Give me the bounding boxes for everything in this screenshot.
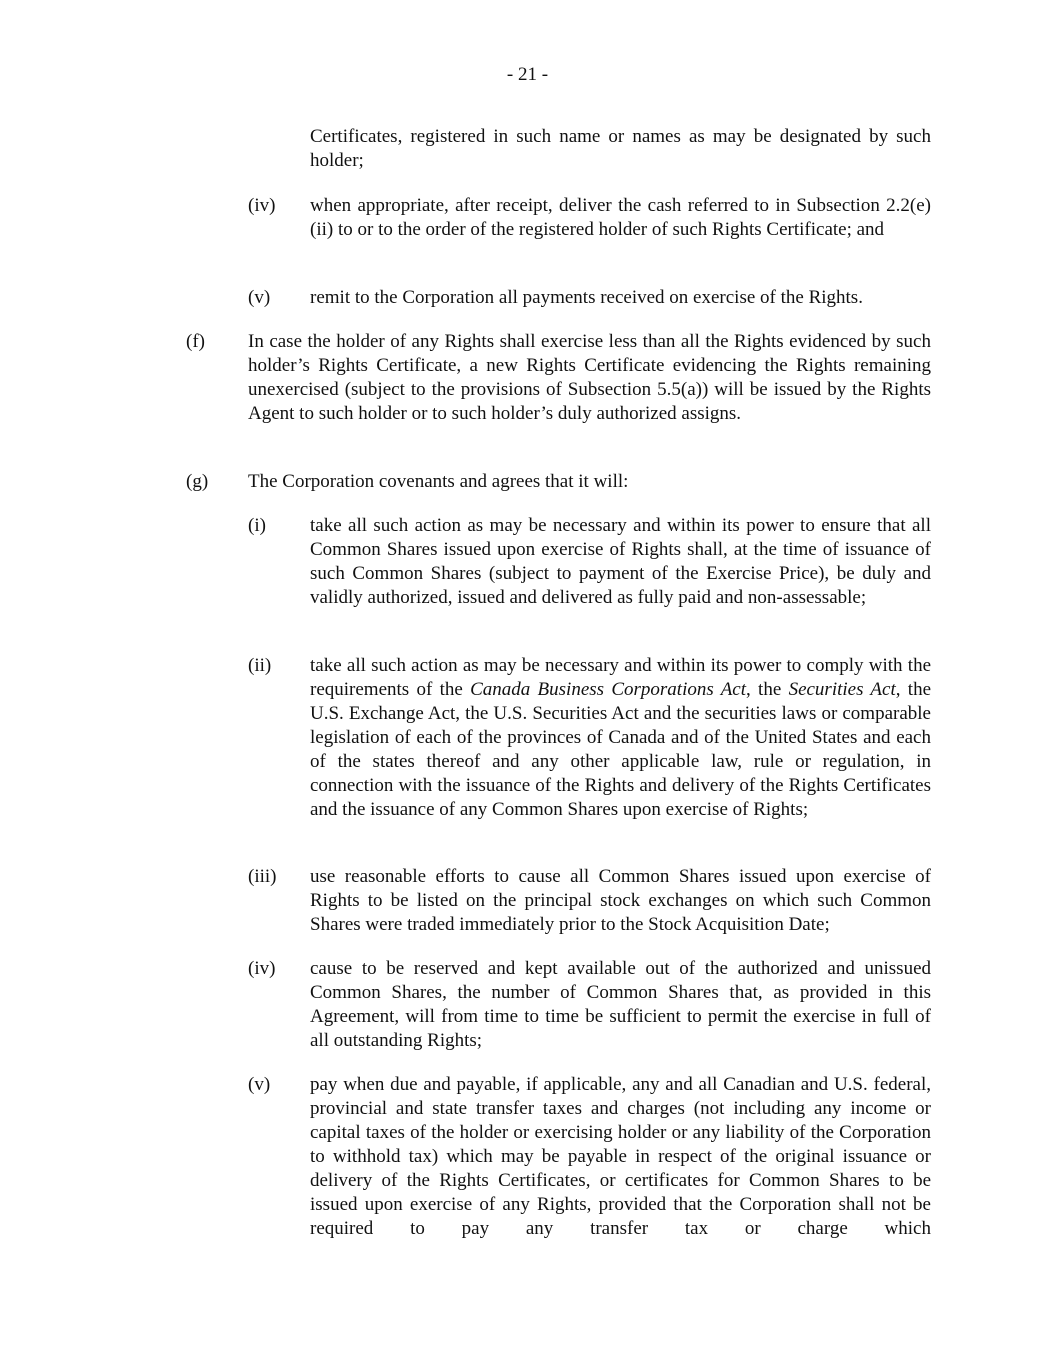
clause-e-iv-label: (iv) [248, 195, 276, 216]
clause-g-v-text: pay when due and payable, if applicable, any and all Canadian and U.S. federal, provincial and state transfer taxes and charges (not including any income or capital taxes of the holder or exercising holder or any liability of the Corporation to withhold tax) which may be payable in respect of the original issuance or delivery of the Rights Certificates, or certificates for Common Shares to be issued upon exercise of any Rights, provided that the Corporation shall not be required to pay any transfer tax or charge which [310, 1074, 931, 1239]
clause-g-iii-label: (iii) [248, 866, 277, 887]
clause-g-iii-text: use reasonable efforts to cause all Common Shares issued upon exercise of Rights to be listed on the principal stock exchanges on which such Common Shares were traded immediately prior to the Stock Acquisition Date; [310, 866, 931, 935]
clause-g-ii-text-1: take all such action as may be necessary and within its power to comply with the requirements of the [310, 655, 931, 700]
clause-e-v-text: remit to the Corporation all payments received on exercise of the Rights. [310, 287, 863, 308]
clause-g-ii-label: (ii) [248, 655, 272, 676]
clause-g-ii-text-3: , the U.S. Exchange Act, the U.S. Securities Act and the securities laws or comparable legislation of each of the provinces of Canada and of the United States and each of the states thereof and any other applicable law, rule or regulation, in connection with the issuance of the Rights and delivery of the Rights Certificates and the issuance of any Common Shares upon exercise of Rights; [310, 679, 931, 820]
clause-e-iv-text: when appropriate, after receipt, deliver the cash referred to in Subsection 2.2(e)(ii) to or to the order of the registered holder of such Rights Certificate; and [310, 195, 931, 240]
page-number: - 21 - [506, 64, 549, 85]
continuation-paragraph: Certificates, registered in such name or names as may be designated by such holder; [310, 126, 931, 171]
clause-g-i-label: (i) [248, 515, 266, 536]
clause-g-label: (g) [186, 471, 209, 492]
clause-f-text: In case the holder of any Rights shall exercise less than all the Rights evidenced by such holder’s Rights Certificate, a new Rights Certificate evidencing the Rights remaining unexercised (subject to the provisions of Subsection 5.5(a)) will be issued by the Rights Agent to such holder or to such holder’s duly authorized assigns. [248, 331, 931, 424]
clause-g-ii-text [310, 654, 931, 822]
clause-f-label: (f) [186, 331, 205, 352]
clause-g-v-label: (v) [248, 1074, 271, 1095]
canada-business-corporations-act: Canada Business Corporations Act [470, 679, 747, 700]
securities-act: Securities Act [788, 679, 896, 700]
clause-g-iv-label: (iv) [248, 958, 276, 979]
clause-g-iv-text: cause to be reserved and kept available out of the authorized and unissued Common Shares, the number of Common Shares that, as provided in this Agreement, will from time to time be sufficient to permit the exercise in full of all outstanding Rights; [310, 958, 931, 1051]
clause-e-v-label: (v) [248, 287, 271, 308]
clause-g-text: The Corporation covenants and agrees that it will: [248, 471, 629, 492]
clause-g-i-text: take all such action as may be necessary and within its power to ensure that all Common Shares issued upon exercise of Rights shall, at the time of issuance of such Common Shares (subject to payment of the Exercise Price), be duly and validly authorized, issued and delivered as fully paid and non-assessable; [310, 515, 931, 608]
clause-g-ii-text-2: , the [746, 679, 789, 700]
